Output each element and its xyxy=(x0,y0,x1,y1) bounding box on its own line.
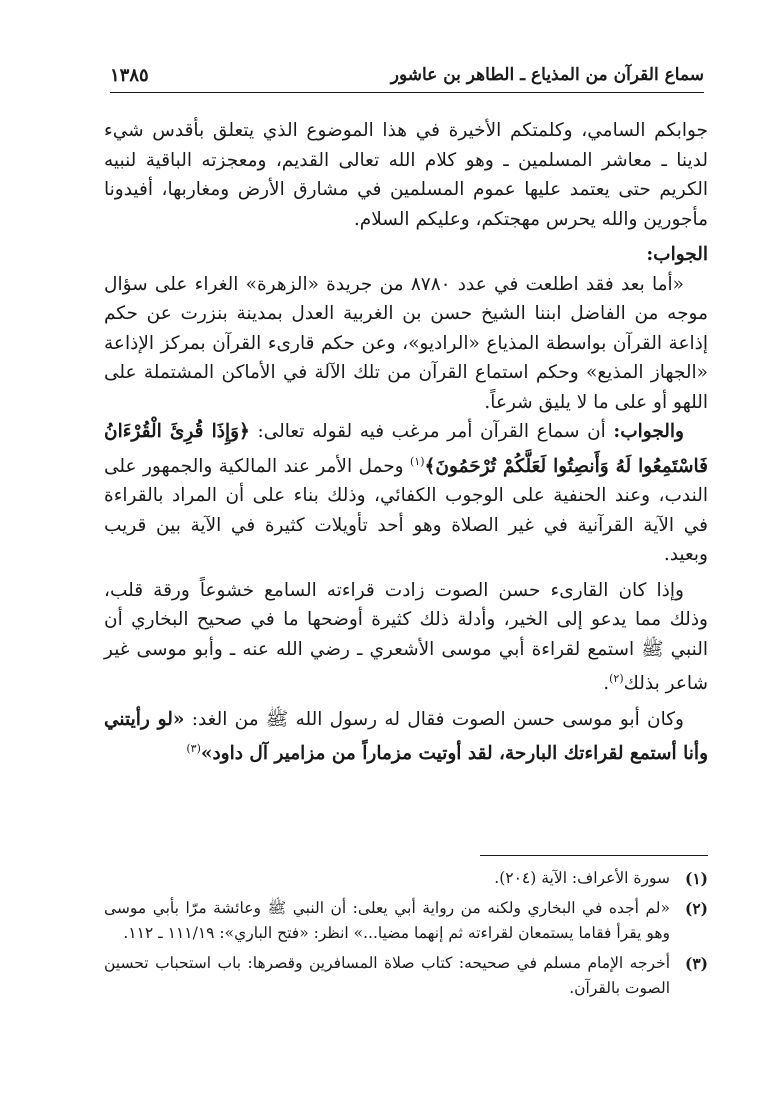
answer-text-end: وحمل الأمر عند المالكية والجمهور على الندب، وعند الحنفية على الوجوب الكفائي، وذلك بناء على أن المراد بالقراءة في الآية القرآنية في غير الصلاة وهو أحد تأويلات كثيرة في الآية بين قريب وبعيد. xyxy=(104,455,708,566)
abu-musa-text: وكان أبو موسى حسن الصوت فقال له رسول الله ﷺ من الغد: xyxy=(184,708,684,730)
paragraph-question-end: جوابكم السامي، وكلمتكم الأخيرة في هذا الموضوع الذي يتعلق بأقدس شيء لدينا ـ معاشر المسلمين ـ وهو كلام الله تعالى القديم، ومعجزته الباقية لنبيه الكريم حتى يعتمد عليها عموم المسلمين في مشارق الأرض ومغاربها، أفيدونا مأجورين والله يحرس مهجتكم، وعليكم السلام. xyxy=(104,120,708,230)
quran-verse: ﴿وَإِذَا قُرِئَ الْقُرْءَانُ فَاسْتَمِعُوا لَهُ وَأَنصِتُوا لَعَلَّكُمْ تُرْحَمُونَ﴾ xyxy=(104,421,708,477)
answer-lead: والجواب: xyxy=(613,421,684,442)
paragraph-abu-musa xyxy=(104,705,708,769)
footnote-1 xyxy=(104,866,708,891)
answer-heading: الجواب: xyxy=(646,244,708,265)
footnote-text: أخرجه الإمام مسلم في صحيحه: كتاب صلاة المسافرين وقصرها: باب استحباب تحسين الصوت بالقرآن. xyxy=(104,954,670,997)
good-voice-text: وإذا كان القارىء حسن الصوت زادت قراءته السامع خشوعاً ورقة قلب، وذلك مما يدعو إلى الخير، وأدلة ذلك كثيرة أوضحها ما في صحيح البخاري أن النبي ﷺ استمع لقراءة أبي موسى الأشعري ـ رضي الله عنه ـ وأبو موسى غير شاعر بذلك xyxy=(104,579,708,695)
footnote-ref-3: (٣) xyxy=(186,742,201,756)
footnote-2 xyxy=(104,896,708,946)
good-voice-end: . xyxy=(603,673,610,695)
answer-text-start: أن سماع القرآن أمر مرغب فيه لقوله تعالى: xyxy=(249,421,614,442)
hadith-quote: «لو رأيتني وأنا أستمع لقراءتك البارحة، لقد أوتيت مزماراً من مزامير آل داود» xyxy=(104,708,708,765)
page-header xyxy=(110,58,704,93)
paragraph-good-voice xyxy=(104,576,708,699)
paragraph-answer xyxy=(104,417,708,570)
footnote-text: «لم أجده في البخاري ولكنه من رواية أبي يعلى: أن النبي ﷺ وعائشة مرّا بأبي موسى وهو يقرأ فقاما يستمعان لقراءته ثم إنهما مضيا...» انظر: «فتح الباري»: ١١١/١٩ ـ ١١٢. xyxy=(104,899,670,942)
footnote-ref-1: (١) xyxy=(410,454,425,468)
main-text xyxy=(104,116,708,769)
footnote-number: (٣) xyxy=(684,954,708,973)
answer-heading-line xyxy=(104,240,708,270)
footnote-ref-2: (٢) xyxy=(609,672,624,686)
running-title: سماع القرآن من المذياع ـ الطاهر بن عاشور xyxy=(390,65,704,85)
paragraph-introduction: «أما بعد فقد اطلعت في عدد ٨٧٨٠ من جريدة «الزهرة» الغراء على سؤال موجه من الفاضل ابننا الشيخ حسن بن الغربية العدل بمدينة بنزرت عن حكم إذاعة القرآن بواسطة المذياع «الراديو»، وعن حكم قارىء القرآن بمركز الإذاعة «الجهاز المذيع» وحكم استماع القرآن من تلك الآلة في الأماكن المشتملة على اللهو أو على ما لا يليق شرعاً. xyxy=(104,273,708,413)
page-number: ١٣٨٥ xyxy=(110,64,149,86)
footnotes xyxy=(104,866,708,1006)
footnote-separator xyxy=(480,855,708,856)
footnote-3 xyxy=(104,951,708,1001)
footnote-number: (١) xyxy=(684,869,708,888)
footnote-text: سورة الأعراف: الآية (٢٠٤). xyxy=(494,869,670,887)
footnote-number: (٢) xyxy=(684,899,708,918)
